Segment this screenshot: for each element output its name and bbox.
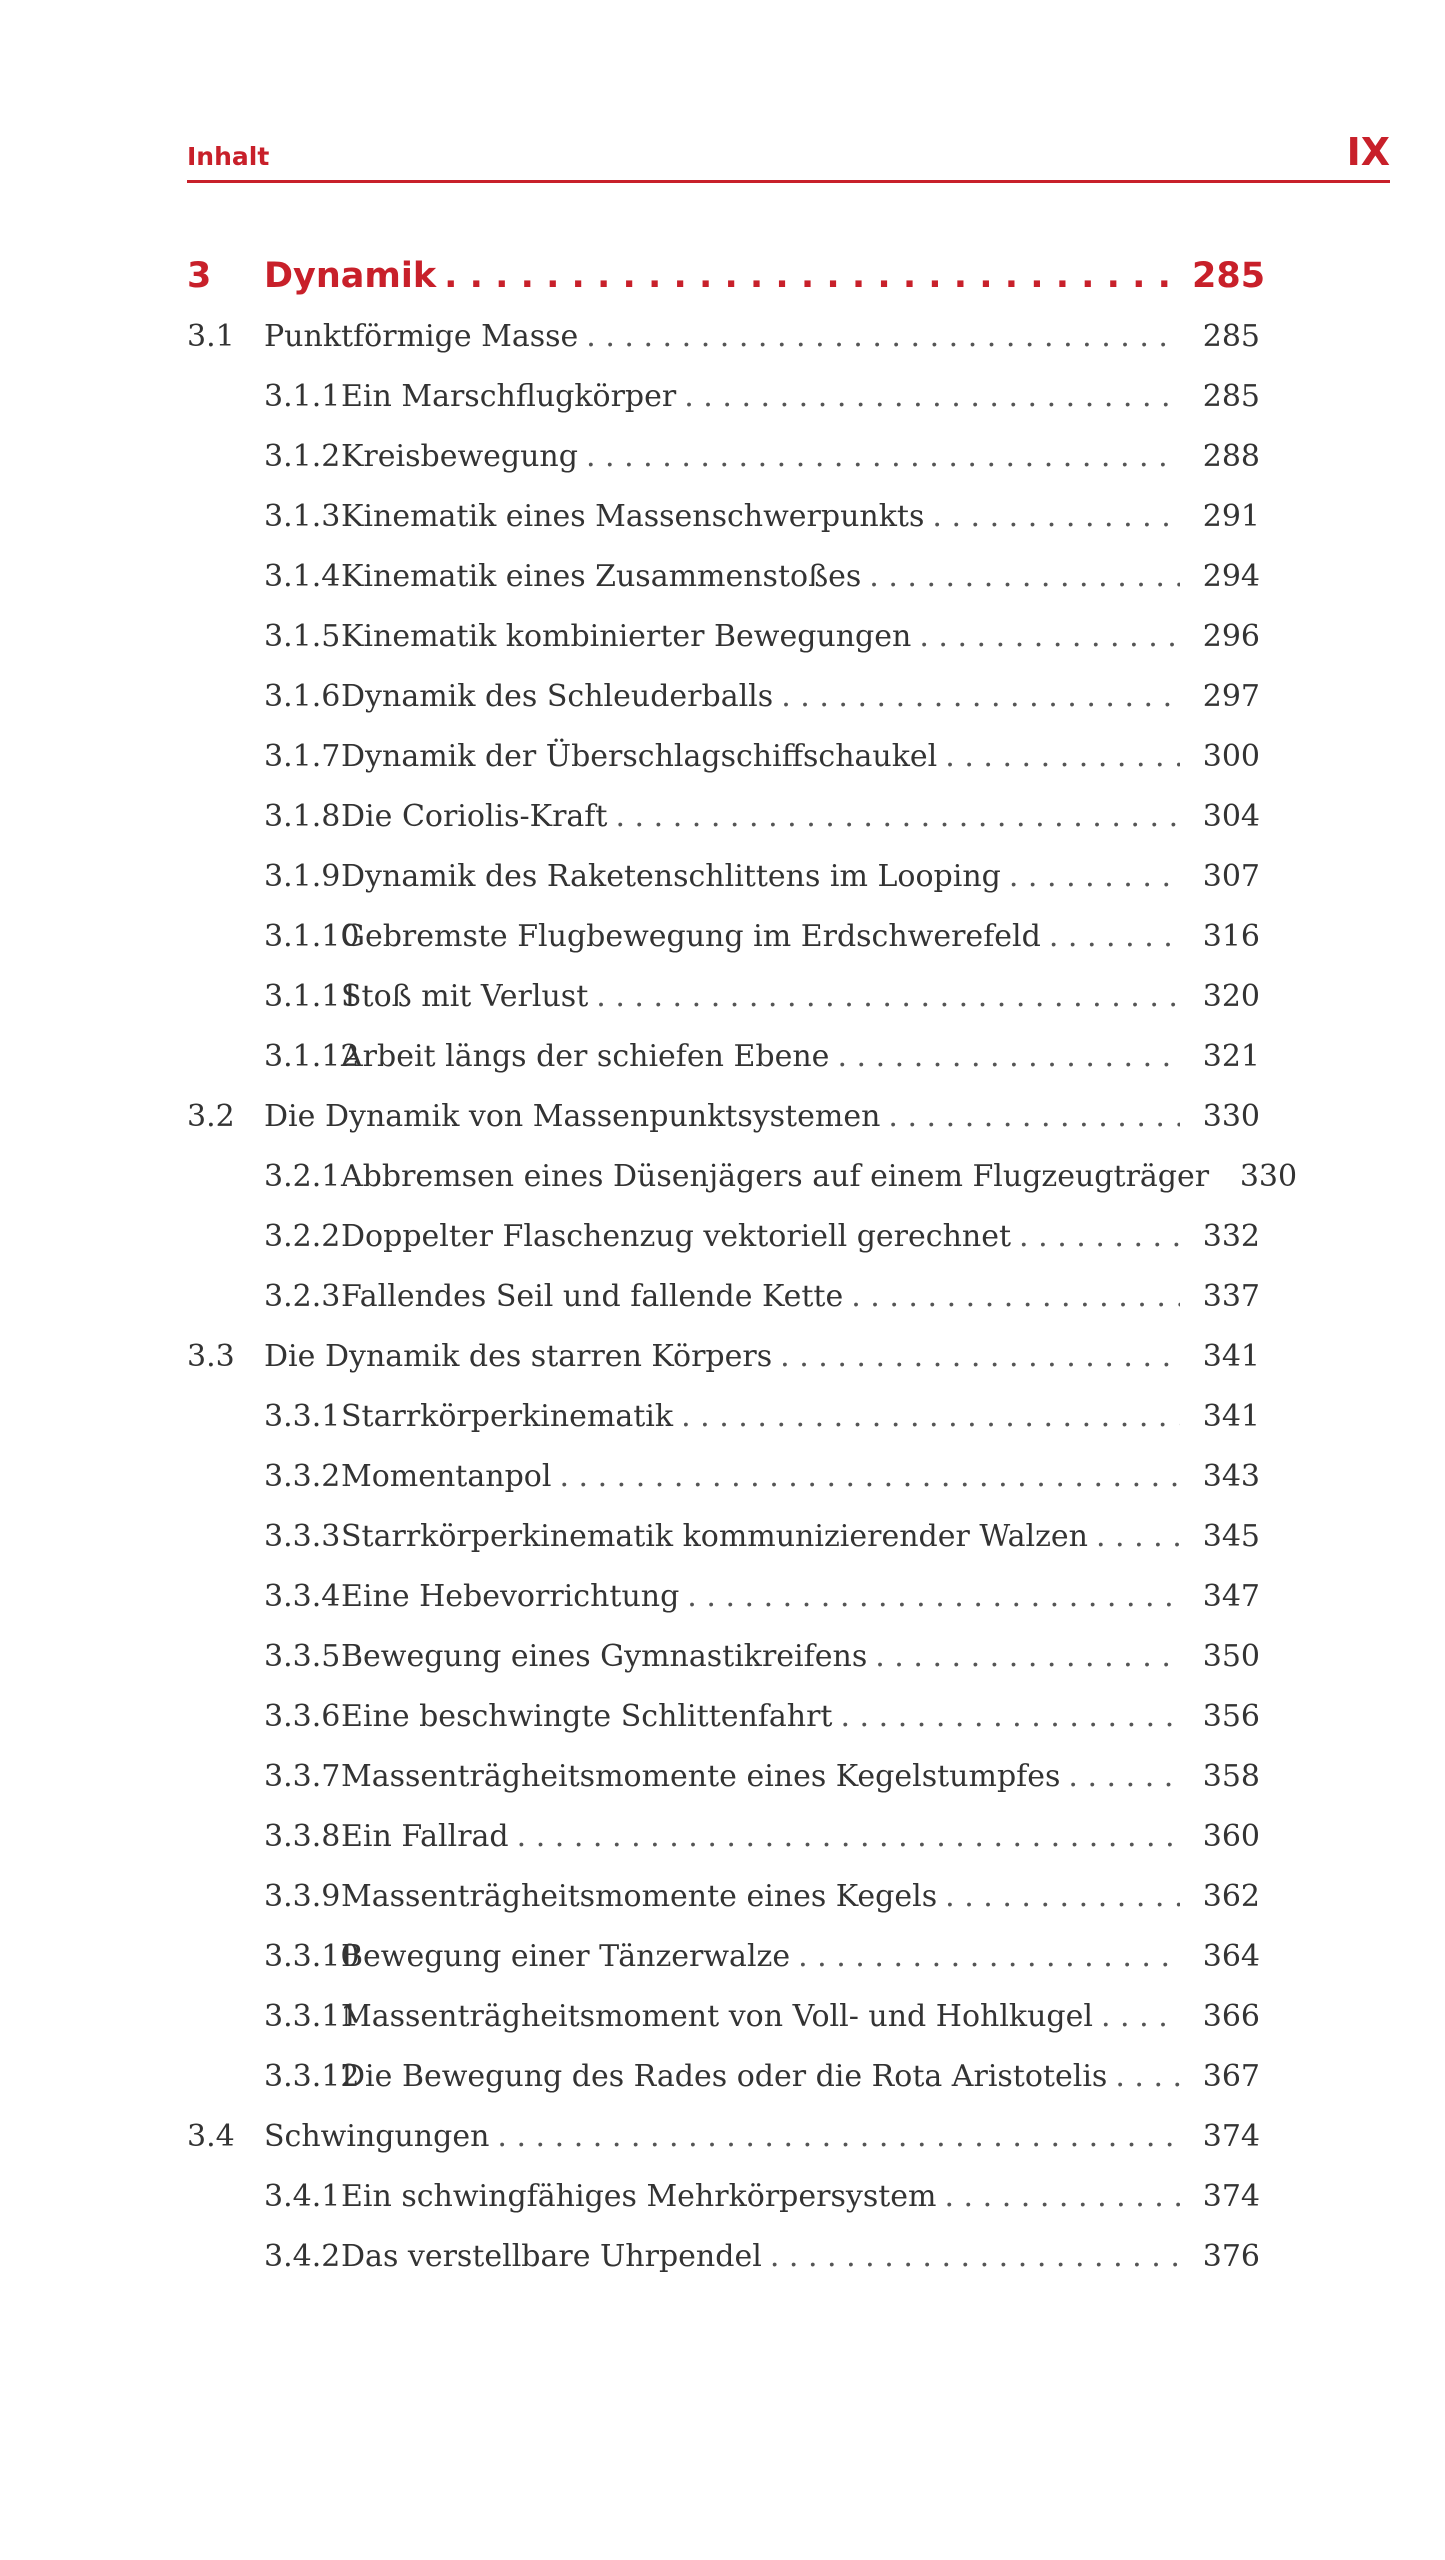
toc-leader-dots [837,1027,1180,1087]
toc-entry-page: 296 [1202,619,1260,654]
toc-subsection-entry [187,667,1260,727]
toc-entry-page: 288 [1202,439,1260,474]
toc-leader-dots [596,967,1180,1027]
toc-entry-page: 294 [1202,559,1260,594]
toc-entry-number: 3.3.7 [264,1759,341,1794]
toc-entry-page: 356 [1202,1699,1260,1734]
toc-entry-title: Die Dynamik des starren Körpers [264,1339,773,1374]
toc-leader-dots [497,2107,1180,2167]
toc-entry-number: 3.1.6 [264,679,341,714]
toc-entry-number: 3.1.4 [264,559,341,594]
toc-subsection-entry [187,2047,1260,2107]
toc-entry-page: 374 [1202,2179,1260,2214]
toc-subsection-entry [187,1567,1260,1627]
toc-entry-page: 285 [1192,256,1266,296]
toc-subsection-entry [187,1867,1260,1927]
toc-leader-dots [932,487,1180,547]
toc-subsection-entry [187,607,1260,667]
toc-entry-title: Eine Hebevorrichtung [341,1579,680,1614]
toc-entry-number: 3.3.12 [264,2059,360,2094]
toc-subsection-entry [187,1807,1260,1867]
toc-subsection-entry [187,2227,1260,2287]
toc-leader-dots [1101,1987,1180,2047]
toc-entry-page: 343 [1202,1459,1260,1494]
toc-entry-page: 337 [1202,1279,1260,1314]
toc-subsection-entry [187,1147,1298,1207]
toc-subsection-entry [187,1267,1260,1327]
toc-entry-title: Eine beschwingte Schlittenfahrt [341,1699,833,1734]
toc-subsection-entry [187,1447,1260,1507]
toc-entry-number: 3.1.3 [264,499,341,534]
toc-entry-title: Gebremste Flugbewegung im Erdschwerefeld [341,919,1041,954]
toc-subsection-entry [187,1747,1260,1807]
toc-entry-page: 332 [1202,1219,1260,1254]
toc-entry-page: 358 [1202,1759,1260,1794]
toc-entry-page: 347 [1202,1579,1260,1614]
toc-entry-page: 367 [1202,2059,1260,2094]
toc-entry-page: 285 [1202,319,1260,354]
toc-leader-dots [944,2167,1180,2227]
toc-subsection-entry [187,1507,1260,1567]
toc-entry-page: 316 [1202,919,1260,954]
table-of-contents [187,245,1298,2287]
toc-entry-title: Starrkörperkinematik [341,1399,674,1434]
toc-entry-title: Die Bewegung des Rades oder die Rota Aristotelis [341,2059,1108,2094]
toc-entry-page: 307 [1202,859,1260,894]
toc-entry-number: 3.1.9 [264,859,341,894]
toc-chapter-entry [187,245,1266,307]
toc-entry-number: 3.1 [187,319,235,354]
toc-section-entry [187,1087,1260,1147]
toc-entry-title: Die Coriolis-Kraft [341,799,608,834]
toc-leader-dots [586,307,1180,367]
toc-entry-page: 320 [1202,979,1260,1014]
toc-entry-title: Ein Fallrad [341,1819,509,1854]
toc-entry-number: 3.3.4 [264,1579,341,1614]
toc-entry-number: 3.3 [187,1339,235,1374]
toc-subsection-entry [187,1987,1260,2047]
toc-entry-page: 297 [1202,679,1260,714]
toc-subsection-entry [187,1387,1260,1447]
toc-entry-number: 3.4 [187,2119,235,2154]
toc-leader-dots [798,1927,1180,1987]
running-header [187,128,1390,183]
toc-leader-dots [1019,1207,1180,1267]
toc-entry-number: 3.2 [187,1099,235,1134]
toc-entry-title: Dynamik des Schleuderballs [341,679,774,714]
toc-entry-number: 3.3.1 [264,1399,341,1434]
toc-leader-dots [780,1327,1180,1387]
toc-entry-title: Momentanpol [341,1459,552,1494]
toc-entry-page: 330 [1239,1159,1298,1194]
toc-entry-title: Massenträgheitsmomente eines Kegels [341,1879,938,1914]
toc-entry-page: 291 [1202,499,1260,534]
toc-entry-number: 3.1.5 [264,619,341,654]
toc-subsection-entry [187,487,1260,547]
toc-subsection-entry [187,1027,1260,1087]
toc-entry-page: 364 [1202,1939,1260,1974]
toc-entry-number: 3.3.9 [264,1879,341,1914]
toc-leader-dots [840,1687,1180,1747]
toc-entry-number: 3.2.2 [264,1219,341,1254]
toc-entry-number: 3.2.3 [264,1279,341,1314]
toc-entry-title: Das verstellbare Uhrpendel [341,2239,762,2274]
toc-subsection-entry [187,787,1260,847]
toc-leader-dots [684,367,1180,427]
toc-entry-number: 3.3.10 [264,1939,360,1974]
toc-leader-dots [1009,847,1180,907]
toc-entry-number: 3.4.1 [264,2179,341,2214]
toc-entry-number: 3.4.2 [264,2239,341,2274]
toc-leader-dots [517,1807,1180,1867]
toc-entry-title: Stoß mit Verlust [341,979,589,1014]
toc-subsection-entry [187,847,1260,907]
toc-leader-dots [869,547,1180,607]
toc-entry-number: 3.1.1 [264,379,341,414]
toc-subsection-entry [187,1927,1260,1987]
toc-entry-page: 321 [1202,1039,1260,1074]
toc-entry-page: 304 [1202,799,1260,834]
toc-subsection-entry [187,1207,1260,1267]
toc-leader-dots [770,2227,1180,2287]
toc-entry-page: 345 [1202,1519,1260,1554]
toc-subsection-entry [187,1687,1260,1747]
toc-entry-title: Massenträgheitsmomente eines Kegelstumpfes [341,1759,1061,1794]
toc-subsection-entry [187,1627,1260,1687]
toc-entry-page: 341 [1202,1399,1260,1434]
toc-entry-page: 362 [1202,1879,1260,1914]
toc-subsection-entry [187,367,1260,427]
toc-leader-dots [1049,907,1180,967]
toc-entry-title: Schwingungen [264,2119,490,2154]
toc-leader-dots [875,1627,1180,1687]
toc-leader-dots [687,1567,1180,1627]
toc-entry-number: 3.3.11 [264,1999,360,2034]
toc-leader-dots [559,1447,1180,1507]
toc-entry-title: Arbeit längs der schiefen Ebene [341,1039,830,1074]
toc-entry-number: 3.3.5 [264,1639,341,1674]
toc-leader-dots [586,427,1180,487]
toc-entry-title: Dynamik der Überschlagschiffschaukel [341,739,938,774]
toc-entry-number: 3 [187,256,212,296]
toc-entry-title: Bewegung einer Tänzerwalze [341,1939,791,1974]
toc-leader-dots [919,607,1180,667]
toc-entry-number: 3.3.8 [264,1819,341,1854]
toc-entry-page: 376 [1202,2239,1260,2274]
toc-subsection-entry [187,547,1260,607]
toc-entry-title: Kinematik eines Zusammenstoßes [341,559,862,594]
toc-leader-dots [945,727,1180,787]
toc-leader-dots [615,787,1180,847]
toc-section-entry [187,307,1260,367]
toc-entry-title: Doppelter Flaschenzug vektoriell gerechnet [341,1219,1012,1254]
toc-entry-page: 330 [1202,1099,1260,1134]
toc-entry-title: Massenträgheitsmoment von Voll- und Hohlkugel [341,1999,1093,2034]
running-header-section: Inhalt [187,142,270,171]
toc-entry-number: 3.3.3 [264,1519,341,1554]
toc-leader-dots [1115,2047,1180,2107]
toc-leader-dots [681,1387,1180,1447]
toc-entry-title: Die Dynamik von Massenpunktsystemen [264,1099,881,1134]
toc-entry-page: 374 [1202,2119,1260,2154]
toc-section-entry [187,2107,1260,2167]
toc-entry-number: 3.1.8 [264,799,341,834]
toc-entry-page: 366 [1202,1999,1260,2034]
toc-leader-dots [888,1087,1180,1147]
toc-leader-dots [851,1267,1180,1327]
page-number: IX [1346,130,1390,174]
toc-entry-page: 341 [1202,1339,1260,1374]
toc-entry-number: 3.1.10 [264,919,360,954]
toc-entry-number: 3.1.12 [264,1039,360,1074]
toc-entry-number: 3.3.6 [264,1699,341,1734]
toc-entry-title: Fallendes Seil und fallende Kette [341,1279,844,1314]
toc-leader-dots [1096,1507,1180,1567]
toc-subsection-entry [187,967,1260,1027]
toc-subsection-entry [187,727,1260,787]
toc-leader-dots [1068,1747,1180,1807]
toc-entry-number: 3.1.2 [264,439,341,474]
toc-entry-page: 350 [1202,1639,1260,1674]
toc-entry-title: Ein schwingfähiges Mehrkörpersystem [341,2179,937,2214]
toc-entry-title: Abbremsen eines Düsenjägers auf einem Flugzeugträger [341,1159,1210,1194]
toc-entry-title: Bewegung eines Gymnastikreifens [341,1639,868,1674]
toc-entry-title: Kinematik eines Massenschwerpunkts [341,499,925,534]
toc-subsection-entry [187,907,1260,967]
toc-subsection-entry [187,427,1260,487]
toc-entry-title: Kreisbewegung [341,439,578,474]
toc-section-entry [187,1327,1260,1387]
toc-entry-number: 3.1.11 [264,979,360,1014]
toc-entry-title: Dynamik [264,256,437,296]
toc-entry-number: 3.1.7 [264,739,341,774]
toc-entry-title: Starrkörperkinematik kommunizierender Walzen [341,1519,1088,1554]
toc-entry-page: 360 [1202,1819,1260,1854]
toc-entry-number: 3.2.1 [264,1159,341,1194]
toc-entry-page: 300 [1202,739,1260,774]
toc-entry-number: 3.3.2 [264,1459,341,1494]
toc-leader-dots [444,245,1180,307]
toc-entry-page: 285 [1202,379,1260,414]
toc-entry-title: Dynamik des Raketenschlittens im Looping [341,859,1001,894]
toc-leader-dots [781,667,1180,727]
toc-entry-title: Punktförmige Masse [264,319,579,354]
toc-entry-title: Ein Marschflugkörper [341,379,677,414]
toc-leader-dots [945,1867,1180,1927]
toc-entry-title: Kinematik kombinierter Bewegungen [341,619,912,654]
toc-subsection-entry [187,2167,1260,2227]
